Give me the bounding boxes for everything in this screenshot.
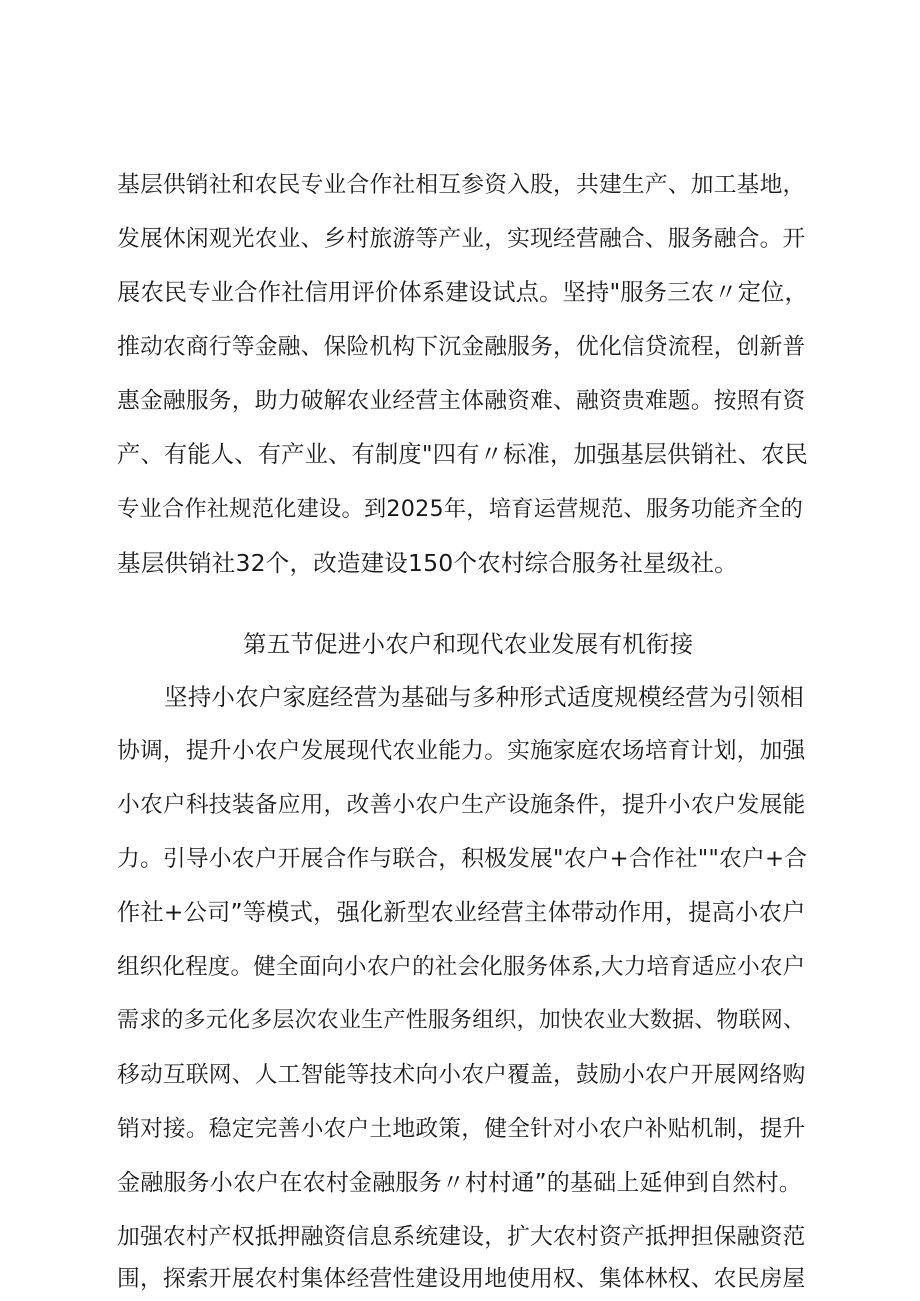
text-line: 组织化程度。健全面向小农户的社会化服务体系,大力培育适应小农户 [117,954,806,980]
text-line: 专业合作社规范化建设。到2025年，培育运营规范、服务功能齐全的 [117,496,804,522]
text-line: 基层供销社32个，改造建设150个农村综合服务社星级社。 [117,549,738,577]
text-line: 围，探索开展农村集体经营性建设用地使用权、集体林权、农民房屋 [117,1266,806,1292]
text-line: 基层供销社和农民专业合作社相互参资入股，共建生产、加工基地， [117,172,806,198]
text-line: 销对接。稳定完善小农户土地政策，健全针对小农户补贴机制，提升 [117,1116,806,1142]
text-line: 产、有能人、有产业、有制度"四有〃标准，加强基层供销社、农民 [117,441,808,468]
text-line: 展农民专业合作社信用评价体系建设试点。坚持"服务三农〃定位， [117,279,808,306]
text-line: 力。引导小农户开展合作与联合，积极发展"农户+合作社""农户+合 [117,846,808,872]
text-line: 协调，提升小农户发展现代农业能力。实施家庭农场培育计划，加强 [117,738,806,764]
text-line: 移动互联网、人工智能等技术向小农户覆盖，鼓励小农户开展网络购 [117,1062,806,1088]
text-line: 发展休闲观光农业、乡村旅游等产业，实现经营融合、服务融合。开 [117,226,806,252]
text-line: 需求的多元化多层次农业生产性服务组织，加快农业大数据、物联网、 [117,1008,806,1033]
section-title: 第五节促进小农户和现代农业发展有机衔接 [243,630,694,658]
text-line: 坚持小农户家庭经营为基础与多种形式适度规模经营为引领相 [164,683,804,711]
text-line: 惠金融服务，助力破解农业经营主体融资难、融资贵难题。按照有资 [117,388,806,414]
text-line: 加强农村产权抵押融资信息系统建设，扩大农村资产抵押担保融资范 [117,1224,806,1250]
text-line: 小农户科技装备应用，改善小农户生产设施条件，提升小农户发展能 [117,792,806,818]
text-line: 金融服务小农户在农村金融服务〃村村通”的基础上延伸到自然村。 [117,1170,802,1196]
text-line: 作社+公司”等模式，强化新型农业经营主体带动作用，提高小农户 [117,899,806,926]
text-line: 推动农商行等金融、保险机构下沉金融服务，优化信贷流程，创新普 [117,334,806,360]
